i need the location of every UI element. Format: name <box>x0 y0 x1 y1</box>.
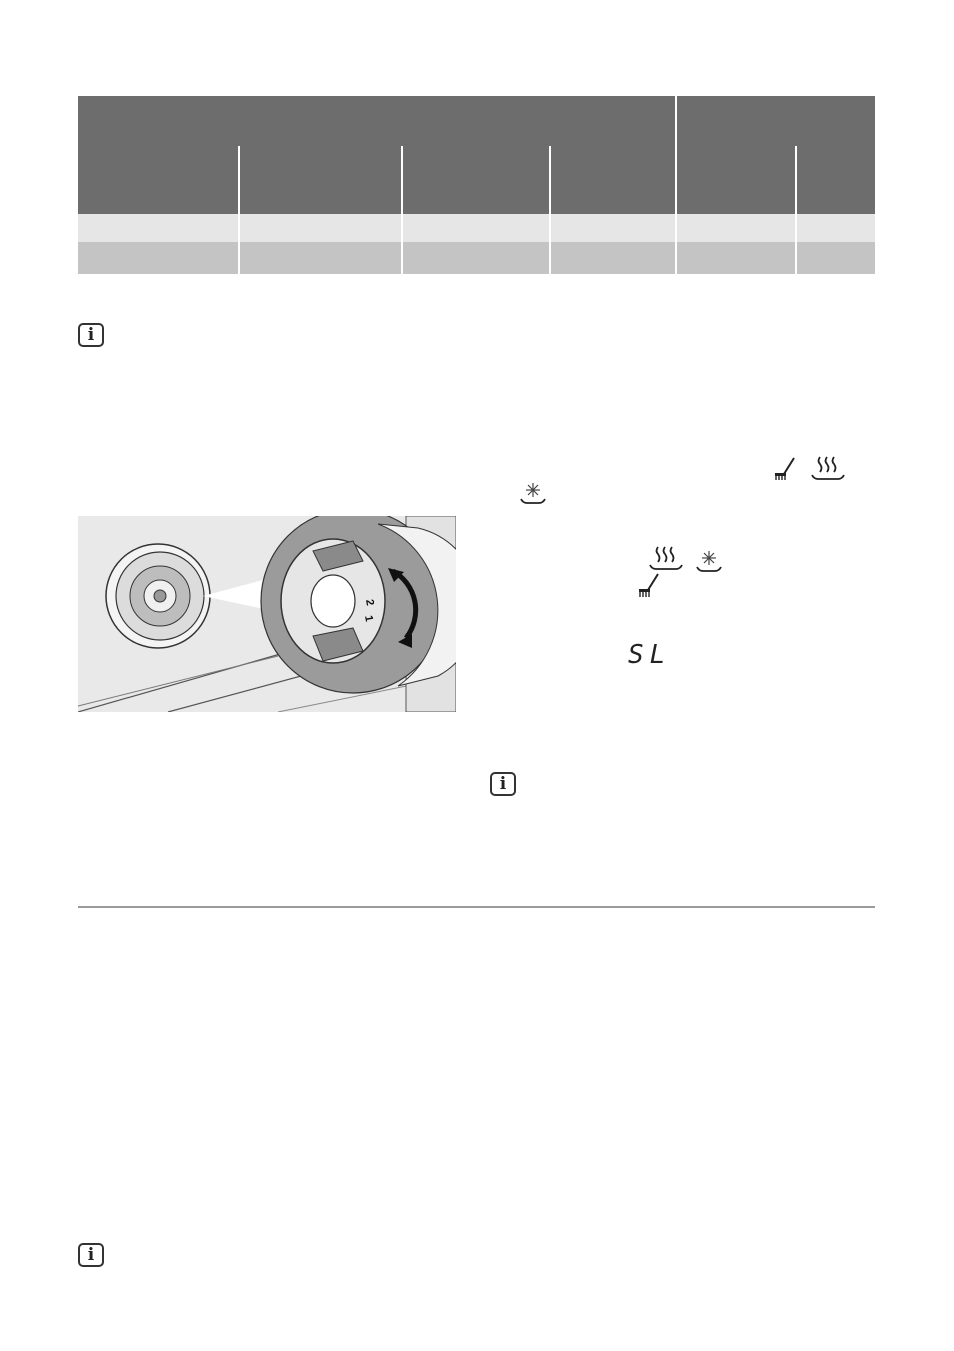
brush-icon <box>636 572 664 600</box>
table-row <box>78 214 875 242</box>
dial-number: 2 <box>363 598 376 607</box>
column-divider <box>549 146 551 274</box>
sparkle-icon <box>694 548 724 574</box>
water-softener-dial-illustration <box>78 516 456 712</box>
info-icon: i <box>78 1243 104 1267</box>
column-divider <box>795 146 797 274</box>
display-code: SL <box>628 640 672 670</box>
info-icon: i <box>78 323 104 347</box>
data-table <box>78 96 875 274</box>
section-divider <box>78 906 875 908</box>
sparkle-icon <box>518 480 548 506</box>
column-divider <box>401 146 403 274</box>
column-divider <box>675 96 677 274</box>
dial-number: 1 <box>362 614 375 623</box>
brush-icon <box>772 456 800 482</box>
info-icon: i <box>490 772 516 796</box>
table-header <box>78 96 875 214</box>
heat-waves-icon <box>648 544 684 572</box>
heat-waves-icon <box>810 454 846 482</box>
table-row <box>78 242 875 274</box>
column-divider <box>238 146 240 274</box>
